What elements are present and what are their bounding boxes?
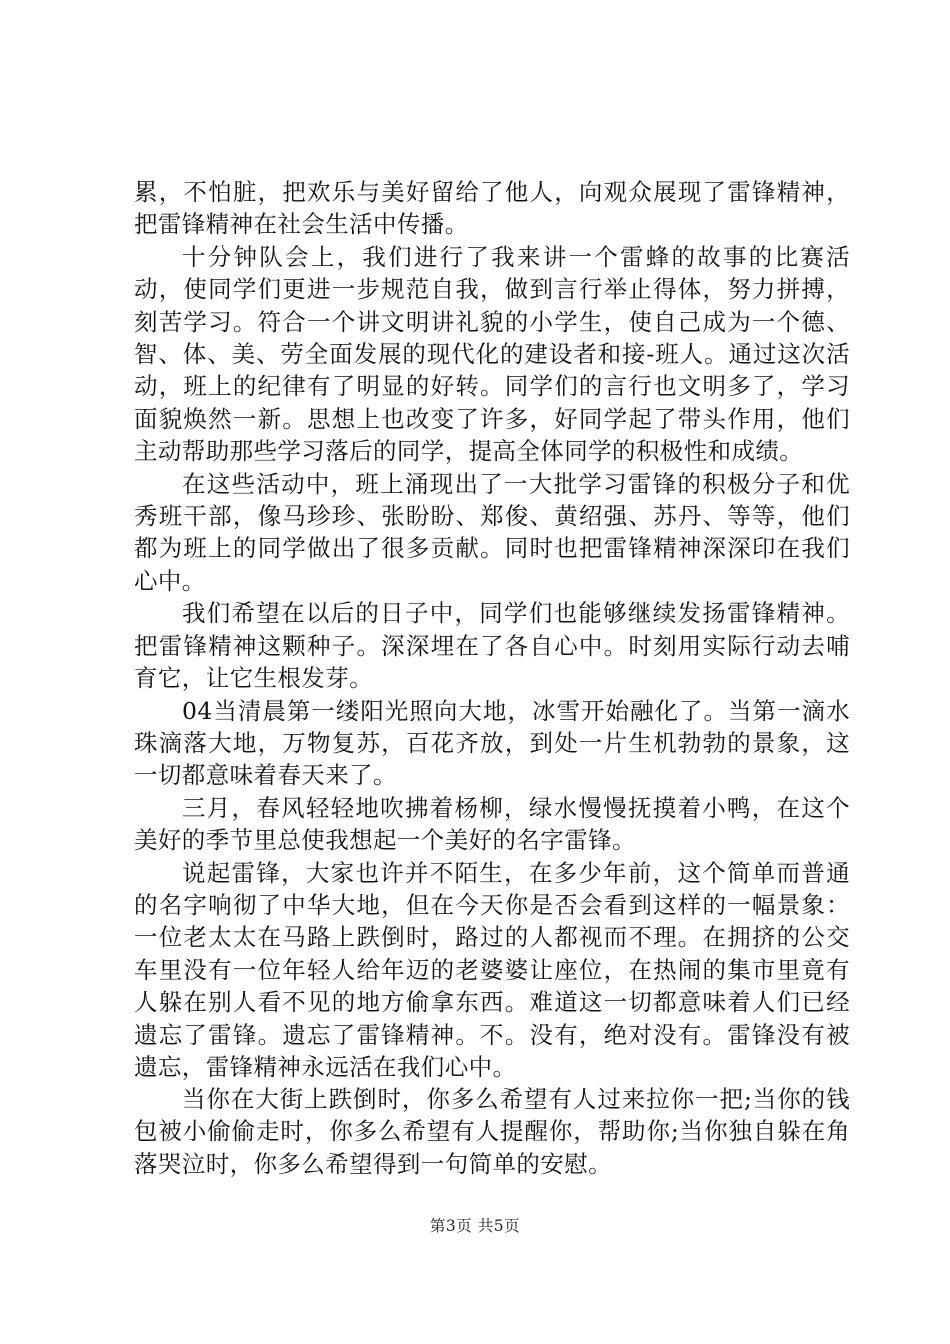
paragraph: 当你在大街上跌倒时，你多么希望有人过来拉你一把;当你的钱包被小偷偷走时，你多么希望有人提醒你，帮助你;当你独自躲在角落哭泣时，你多么希望得到一句简单的安慰。 [134,1085,850,1178]
paragraph: 说起雷锋，大家也许并不陌生，在多少年前，这个简单而普通的名字响彻了中华大地，但在今天你是否会看到这样的一幅景象：一位老太太在马路上跌倒时，路过的人都视而不理。在拥挤的公交车里没有一位年轻人给年迈的老婆婆让座位，在热闹的集市里竟有人躲在别人看不见的地方偷拿东西。难道这一切都意味着人们已经遗忘了雷锋。遗忘了雷锋精神。不。没有，绝对没有。雷锋没有被遗忘，雷锋精神永远活在我们心中。 [134,858,850,1081]
paragraph: 累，不怕脏，把欢乐与美好留给了他人，向观众展现了雷锋精神，把雷锋精神在社会生活中传播。 [134,178,850,239]
paragraph: 三月，春风轻轻地吹拂着杨柳，绿水慢慢抚摸着小鸭，在这个美好的季节里总使我想起一个美好的名字雷锋。 [134,793,850,855]
paragraph: 在这些活动中，班上涌现出了一大批学习雷锋的积极分子和优秀班干部，像马珍珍、张盼盼、郑俊、黄绍强、苏丹、等等，他们都为班上的同学做出了很多贡献。同时也把雷锋精神深深印在我们心中。 [134,469,850,595]
paragraph: 04当清晨第一缕阳光照向大地，冰雪开始融化了。当第一滴水珠滴落大地，万物复苏，百花齐放，到处一片生机勃勃的景象，这一切都意味着春天来了。 [134,696,850,790]
paragraph: 我们希望在以后的日子中，同学们也能够继续发扬雷锋精神。把雷锋精神这颗种子。深深埋在了各自心中。时刻用实际行动去哺育它，让它生根发芽。 [134,599,850,693]
page-number-footer: 第3页 共5页 [429,1217,521,1235]
body-text-bottom [134,1083,850,1180]
paragraph: 十分钟队会上，我们进行了我来讲一个雷蜂的故事的比赛活动，使同学们更进一步规范自我，做到言行举止得体，努力拼搏，刻苦学习。符合一个讲文明讲礼貌的小学生，使自己成为一个德、智、体、美、劳全面发展的现代化的建设者和接-班人。通过这次活动，班上的纪律有了明显的好转。同学们的言行也文明多了，学习面貌焕然一新。思想上也改变了许多，好同学起了带头作用，他们主动帮助那些学习落后的同学，提高全体同学的积极性和成绩。 [134,242,850,466]
body-text-top [134,176,850,1083]
